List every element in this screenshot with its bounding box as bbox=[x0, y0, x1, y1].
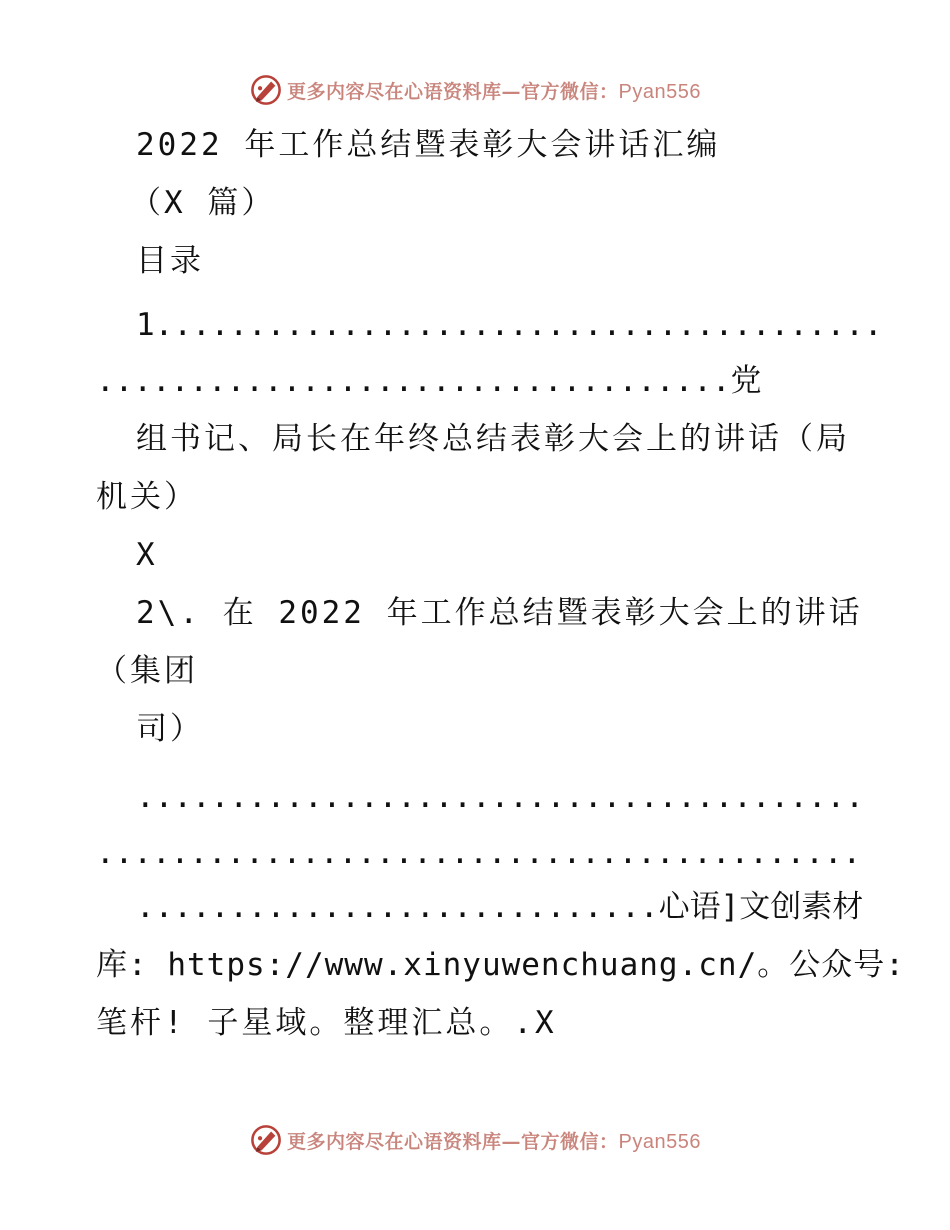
source-wechat-text: 笔杆! 子星域。整理汇总。.X bbox=[96, 1005, 557, 1041]
toc-item-2-title-end: 司） bbox=[136, 711, 204, 747]
toc-item-1-leader: 1....................................... bbox=[136, 307, 883, 343]
watermark-text: 更多内容尽在心语资料库—官方微信：Pyan556 bbox=[287, 80, 701, 103]
toc-item-2-title-cont: （集团 bbox=[96, 653, 198, 689]
toc-item-1-leader-cont: ..................................党 bbox=[96, 363, 762, 399]
toc-item-2-title: 2\. 在 2022 年工作总结暨表彰大会上的讲话 bbox=[136, 595, 863, 631]
toc-item-1-page: X bbox=[136, 537, 158, 573]
toc-item-1-title: 组书记、局长在年终总结表彰大会上的讲话（局 bbox=[136, 421, 850, 457]
toc-item-2-leader-2: ......................................... bbox=[96, 835, 862, 871]
toc-item-1-title-cont: 机关） bbox=[96, 479, 198, 515]
toc-item-2-leader-1: ....................................... bbox=[136, 779, 864, 815]
watermark-footer bbox=[0, 1120, 950, 1160]
pen-logo-icon bbox=[249, 1123, 283, 1157]
document-title: 2022 年工作总结暨表彰大会讲话汇编 bbox=[136, 127, 721, 163]
source-link-text: 库: https://www.xinyuwenchuang.cn/。公众号: bbox=[96, 947, 905, 983]
toc-item-2-leader-3: ............................心语]文创素材 bbox=[136, 889, 864, 925]
watermark-header bbox=[0, 70, 950, 110]
toc-heading: 目录 bbox=[136, 243, 204, 279]
document-subtitle: （X 篇） bbox=[130, 185, 276, 221]
pen-logo-icon bbox=[249, 73, 283, 107]
watermark-text: 更多内容尽在心语资料库—官方微信：Pyan556 bbox=[287, 1130, 701, 1153]
